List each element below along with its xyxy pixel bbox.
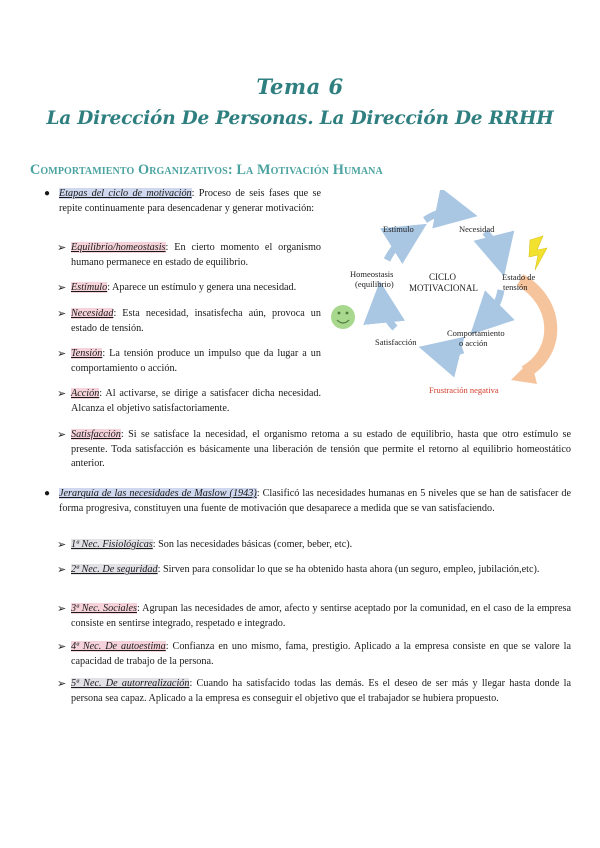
stage-text: : En cierto momento el organismo humano permanece en estado de equilibrio. bbox=[71, 242, 321, 268]
arrow-bullet-icon: ➢ bbox=[57, 429, 67, 441]
stage-accion bbox=[57, 387, 321, 416]
stage-term: Acción bbox=[71, 388, 100, 399]
maslow-intro bbox=[44, 487, 571, 516]
arrow-bullet-icon: ➢ bbox=[57, 242, 67, 254]
label-comportamiento-2: o acción bbox=[459, 338, 488, 348]
lightning-icon bbox=[529, 236, 547, 270]
center-label-2: MOTIVACIONAL bbox=[409, 283, 478, 293]
level-text: : Son las necesidades básicas (comer, beber, etc). bbox=[152, 539, 353, 550]
maslow-level-4 bbox=[57, 640, 571, 669]
level-term: 3ª Nec. Sociales bbox=[71, 603, 137, 614]
arrow-bullet-icon: ➢ bbox=[57, 388, 67, 400]
stage-equilibrio bbox=[57, 241, 321, 270]
arrow-bullet-icon: ➢ bbox=[57, 282, 67, 294]
label-estimulo: Estímulo bbox=[383, 224, 414, 234]
level-term: 1ª Nec. Fisiológicas bbox=[71, 539, 153, 550]
motivation-cycle-diagram bbox=[325, 190, 585, 410]
bullet-icon: ● bbox=[44, 188, 51, 199]
maslow-level-3 bbox=[57, 602, 571, 631]
section-heading: Comportamiento Organizativos: La Motivación Humana bbox=[30, 162, 383, 178]
stage-text: : La tensión produce un impulso que da lugar a un comportamiento o acción. bbox=[71, 348, 321, 374]
label-satisfaccion: Satisfacción bbox=[375, 337, 417, 347]
arrow-bullet-icon: ➢ bbox=[57, 564, 67, 576]
level-text: : Agrupan las necesidades de amor, afecto y sentirse aceptado por la comunidad, en el caso de la empresa consiste en sentirse integrado, respetado e integrado. bbox=[71, 603, 571, 629]
cycle-arrow bbox=[382, 302, 395, 328]
cycle-arrow bbox=[485, 290, 501, 320]
maslow-level-5 bbox=[57, 677, 571, 706]
frustration-arrow bbox=[520, 280, 551, 372]
motivation-cycle-term: Etapas del ciclo de motivación bbox=[59, 188, 192, 199]
label-homeostasis-2: (equilibrio) bbox=[355, 279, 394, 289]
level-text: : Cuando ha satisfacido todas las demás. Es el deseo de ser más y llegar hasta donde la persona sea capaz. Aplicado a la empresa es conseguir el objetivo que el trabajador se hubiera propuesto. bbox=[71, 678, 571, 704]
stage-term: Satisfacción bbox=[71, 429, 121, 440]
arrow-bullet-icon: ➢ bbox=[57, 348, 67, 360]
level-text: : Sirven para consolidar lo que se ha obtenido hasta ahora (un seguro, empleo, jubilación,etc). bbox=[157, 564, 540, 575]
stage-term: Necesidad bbox=[71, 308, 114, 319]
arrow-bullet-icon: ➢ bbox=[57, 678, 67, 690]
stage-text: : Al activarse, se dirige a satisfacer dicha necesidad. Alcanza el objetivo satisfactoriamente. bbox=[71, 388, 321, 414]
maslow-text: : Clasificó las necesidades humanas en 5 niveles que se han de satisfacer de forma progresiva, constituyen una fuente de motivación que desaparece a medida que se van satisfaciendo. bbox=[59, 488, 571, 514]
page-title: Tema 6 bbox=[256, 74, 344, 99]
stage-tension bbox=[57, 347, 321, 376]
level-term: 4ª Nec. De autoestima bbox=[71, 641, 166, 652]
maslow-level-2 bbox=[57, 563, 571, 578]
stage-text: : Si se satisface la necesidad, el organismo retoma a su estado de equilibrio, hasta que otro estímulo se presente. Toda satisfacción es básicamente una liberación de tensión que permite el retorno al equilibrio homeostático anterior. bbox=[71, 429, 571, 470]
stage-text: : Esta necesidad, insatisfecha aún, provoca un estado de tensión. bbox=[71, 308, 321, 334]
label-comportamiento-1: Comportamiento bbox=[447, 328, 505, 338]
arrow-bullet-icon: ➢ bbox=[57, 308, 67, 320]
smiley-icon bbox=[331, 305, 355, 329]
stage-necesidad bbox=[57, 307, 321, 336]
stage-satisfaccion bbox=[57, 428, 571, 472]
maslow-term: Jerarquía de las necesidades de Maslow (1943) bbox=[59, 488, 257, 499]
level-term: 2ª Nec. De seguridad bbox=[71, 564, 158, 575]
level-term: 5ª Nec. De autorrealización bbox=[71, 678, 190, 689]
page-subtitle: La Dirección De Personas. La Dirección De RRHH bbox=[46, 108, 554, 129]
bullet-icon: ● bbox=[44, 488, 51, 499]
stage-term: Estímulo bbox=[71, 282, 108, 293]
level-text: : Confianza en uno mismo, fama, prestigio. Aplicado a la empresa consiste en que se valore la capacidad de trabajo de la persona. bbox=[71, 641, 571, 667]
arrow-bullet-icon: ➢ bbox=[57, 641, 67, 653]
stage-term: Tensión bbox=[71, 348, 103, 359]
cycle-arrow bbox=[485, 232, 499, 256]
motivation-cycle-intro bbox=[44, 187, 321, 216]
label-homeostasis-1: Homeostasis bbox=[350, 269, 394, 279]
stage-term: Equilibrio/homeostasis bbox=[71, 242, 166, 253]
cycle-arrow bbox=[425, 211, 457, 220]
label-tension-2: tensión bbox=[503, 282, 528, 292]
label-tension-1: Estado de bbox=[502, 272, 536, 282]
label-necesidad: Necesidad bbox=[459, 224, 495, 234]
motivation-cycle-text: : Proceso de seis fases que se repite continuamente para desencadenar y generar motivación: bbox=[59, 188, 321, 214]
arrow-bullet-icon: ➢ bbox=[57, 539, 67, 551]
cycle-arrow bbox=[439, 350, 463, 353]
label-frustracion: Frustración negativa bbox=[429, 385, 499, 395]
arrow-bullet-icon: ➢ bbox=[57, 603, 67, 615]
stage-text: : Aparece un estímulo y genera una necesidad. bbox=[107, 282, 297, 293]
maslow-level-1 bbox=[57, 538, 571, 553]
cycle-arrow bbox=[387, 235, 409, 260]
stage-estimulo bbox=[57, 281, 331, 296]
center-label-1: CICLO bbox=[429, 272, 456, 282]
